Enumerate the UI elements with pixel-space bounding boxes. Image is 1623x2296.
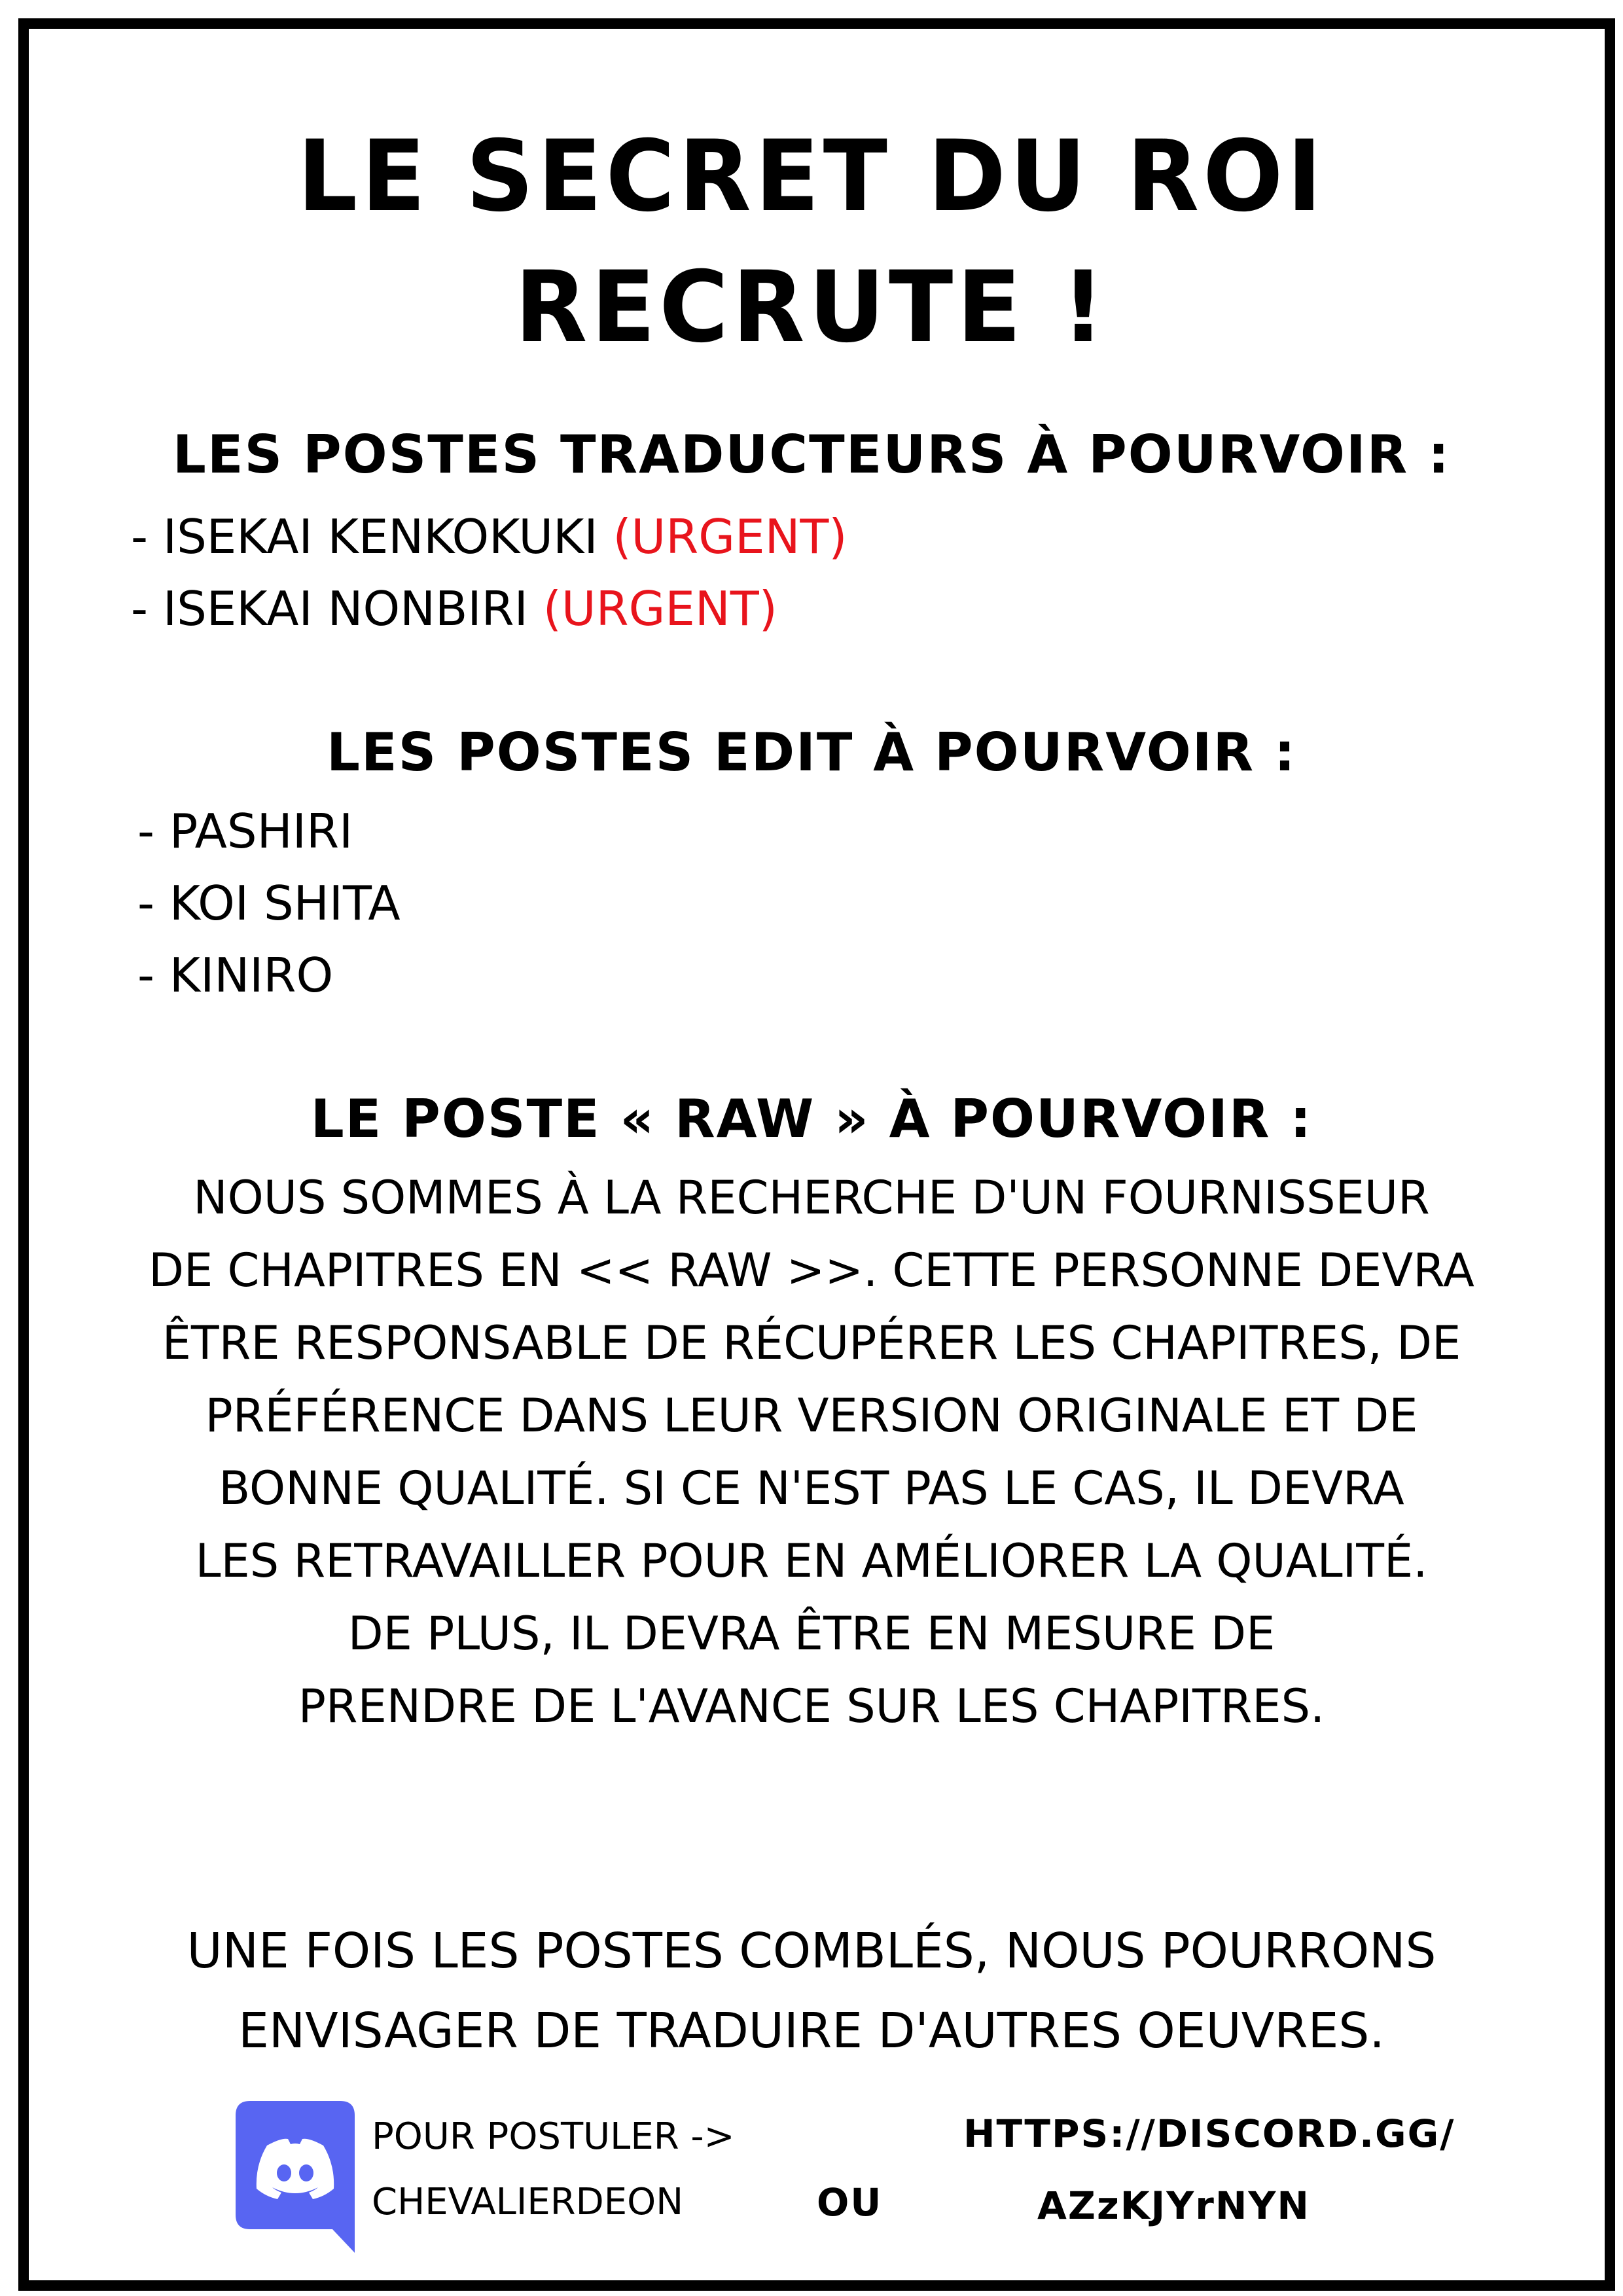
or-separator: OU [817,2180,883,2225]
page-title: LE SECRET DU ROI RECRUTE ! [297,120,1326,365]
raw-description-line: ÊTRE RESPONSABLE DE RÉCUPÉRER LES CHAPITRES, DE [162,1316,1461,1370]
closing-line: ENVISAGER DE TRADUIRE D'AUTRES OEUVRES. [238,2003,1385,2059]
translator-item-name: - ISEKAI NONBIRI [131,581,528,636]
raw-description-line: PRÉFÉRENCE DANS LEUR VERSION ORIGINALE ET DE [205,1389,1418,1443]
urgent-tag: (URGENT) [543,581,777,636]
raw-description-line: DE CHAPITRES EN << RAW >>. CETTE PERSONNE DEVRA [149,1244,1474,1297]
raw-description-line: LES RETRAVAILLER POUR EN AMÉLIORER LA QUALITÉ. [195,1534,1428,1588]
closing-text [79,1911,1544,2071]
raw-description-line: DE PLUS, IL DEVRA ÊTRE EN MESURE DE [348,1607,1275,1660]
raw-description-line: PRENDRE DE L'AVANCE SUR LES CHAPITRES. [298,1679,1325,1733]
edit-heading: LES POSTES EDIT À POURVOIR : [327,722,1296,783]
closing-line: UNE FOIS LES POSTES COMBLÉS, NOUS POURRONS [187,1923,1436,1979]
translators-heading: LES POSTES TRADUCTEURS À POURVOIR : [172,424,1451,485]
raw-description-line: NOUS SOMMES À LA RECHERCHE D'UN FOURNISSEUR [193,1171,1430,1225]
edit-item: - KINIRO [137,948,334,1003]
apply-label: POUR POSTULER -> [372,2115,735,2158]
raw-heading: LE POSTE « RAW » À POURVOIR : [310,1088,1313,1149]
raw-description [131,1162,1492,1743]
contact-username: CHEVALIERDEON [372,2181,684,2223]
translator-item [131,573,777,645]
edit-item: - PASHIRI [137,804,353,859]
discord-icon[interactable] [236,2101,355,2253]
raw-description-line: BONNE QUALITÉ. SI CE N'EST PAS LE CAS, IL DEVRA [219,1462,1404,1515]
edit-item: - KOI SHITA [137,876,401,931]
discord-link-line2[interactable]: AZzKJYrNYN [1037,2183,1310,2228]
translator-item-name: - ISEKAI KENKOKUKI [131,509,598,564]
translator-item [131,501,847,573]
discord-link-line1[interactable]: HTTPS://DISCORD.GG/ [963,2111,1455,2156]
urgent-tag: (URGENT) [613,509,847,564]
